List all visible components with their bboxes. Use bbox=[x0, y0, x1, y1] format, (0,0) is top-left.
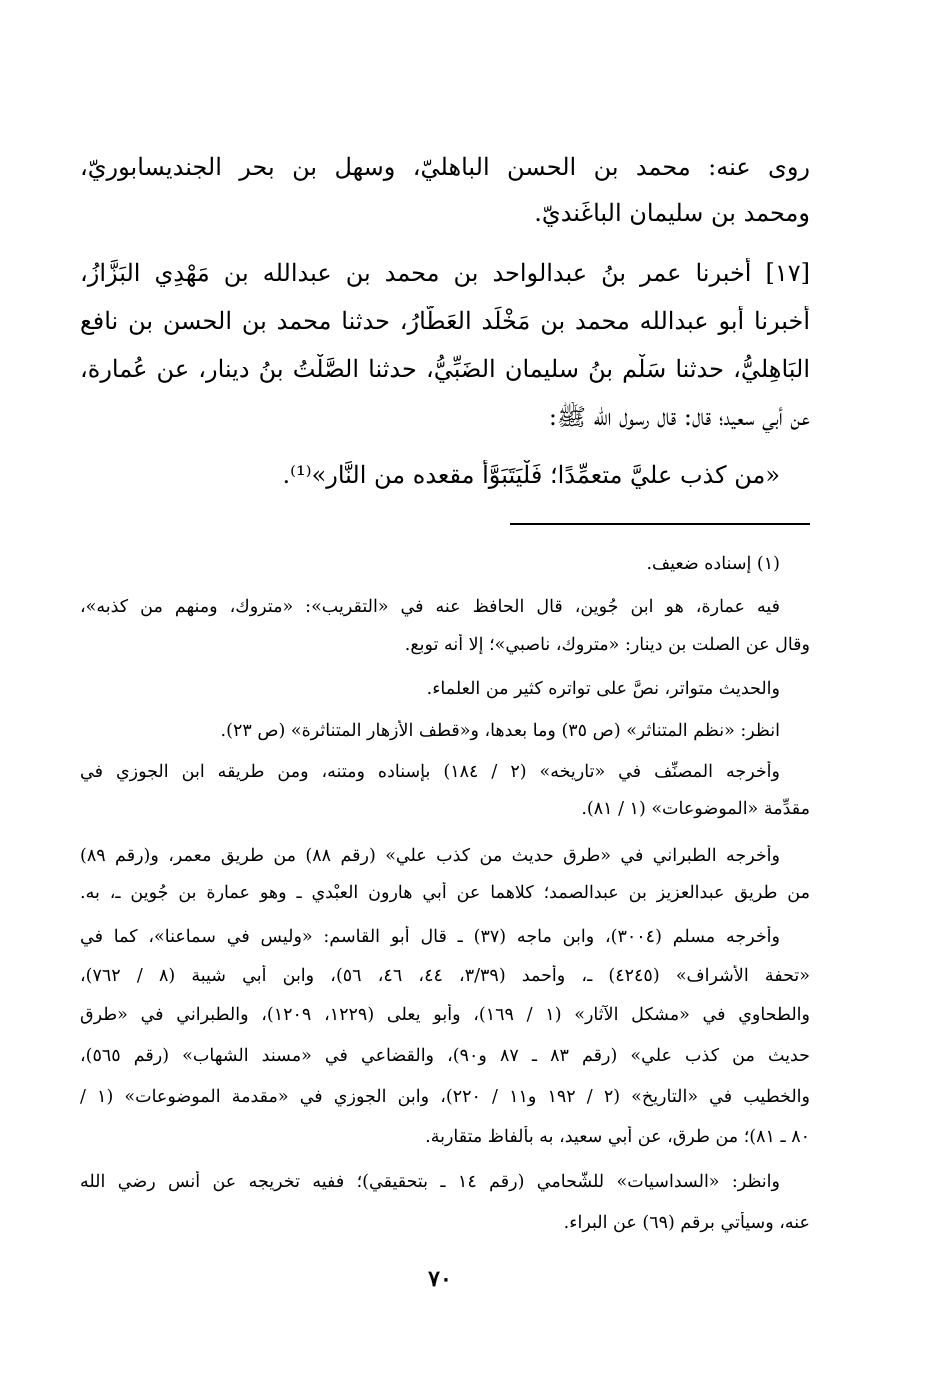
footnote-line: حديث من كذب علي» (رقم ٨٣ ـ ٨٧ و٩٠)، والقضاعي في «مسند الشهاب» (رقم ٥٦٥)، bbox=[80, 1046, 810, 1066]
hadith-matn: «من كذب عليَّ متعمِّدًا؛ فَلْيَتَبَوَّأْ مقعده من النَّار»⁽¹⁾. bbox=[282, 461, 780, 489]
footnote-line: والخطيب في «التاريخ» (٢ / ١٩٢ و١١ / ٢٢٠)، وابن الجوزي في «مقدمة الموضوعات» (١ / bbox=[80, 1087, 810, 1107]
main-text-line: روى عنه: محمد بن الحسن الباهليّ، وسهل بن بحر الجنديسابوريّ، bbox=[80, 153, 810, 181]
footnote-line: انظر: «نظم المتناثر» (ص ٣٥) وما بعدها، و«قطف الأزهار المتناثرة» (ص ٢٣). bbox=[220, 721, 780, 741]
footnote-line: «تحفة الأشراف» (٤٢٤٥) ـ، وأحمد (٣/٣٩، ٤٤، ٤٦، ٥٦)، وابن أبي شيبة (٨ / ٧٦٢)، bbox=[80, 966, 810, 986]
footnote-line: عنه، وسيأتي برقم (٦٩) عن البراء. bbox=[563, 1213, 810, 1233]
hadith-isnad-line: عن أبي سعيد؛ قال: قال رسول الله ﷺ: bbox=[548, 403, 810, 431]
footnote-line: (١) إسناده ضعيف. bbox=[646, 554, 780, 574]
footnote-line: وقال عن الصلت بن دينار: «متروك، ناصبي»؛ إلا أنه توبع. bbox=[404, 635, 810, 655]
footnote-line: والطحاوي في «مشكل الآثار» (١ / ١٦٩)، وأبو يعلى (١٢٢٩، ١٢٠٩)، والطبراني في «طرق bbox=[80, 1005, 810, 1025]
footnote-divider bbox=[510, 523, 810, 525]
footnote-line: وانظر: «السداسيات» للشَّحامي (رقم ١٤ ـ بتحقيقي)؛ ففيه تخريجه عن أنس رضي الله bbox=[80, 1172, 780, 1192]
hadith-isnad-line: [١٧] أخبرنا عمر بنُ عبدالواحد بن محمد بن عبدالله بن مَهْدِي البَزَّازُ، bbox=[80, 259, 810, 287]
footnote-line: مقدِّمة «الموضوعات» (١ / ٨١). bbox=[581, 799, 810, 819]
footnote-line: وأخرجه الطبراني في «طرق حديث من كذب علي» (رقم ٨٨) من طريق معمر، و(رقم ٨٩) bbox=[80, 846, 780, 866]
page-number: ٧٠ bbox=[428, 1266, 452, 1292]
hadith-isnad-line: البَاهِليُّ، حدثنا سَلْم بنُ سليمان الضَبِّيُّ، حدثنا الصَّلْتُ بنُ دينار، عن عُمارة، bbox=[80, 355, 810, 383]
footnote-line: ٨٠ ـ ٨١)؛ من طرق، عن أبي سعيد، به بألفاظ متقاربة. bbox=[425, 1127, 810, 1147]
main-text-line: ومحمد بن سليمان الباغَنديّ. bbox=[534, 199, 810, 227]
footnote-line: وأخرجه مسلم (٣٠٠٤)، وابن ماجه (٣٧) ـ قال أبو القاسم: «وليس في سماعنا»، كما في bbox=[80, 927, 780, 947]
footnote-line: من طريق عبدالعزيز بن عبدالصمد؛ كلاهما عن أبي هارون العبْدي ـ وهو عمارة بن جُوين ـ، به. bbox=[80, 883, 810, 903]
footnote-line: فيه عمارة، هو ابن جُوين، قال الحافظ عنه في «التقريب»: «متروك، ومنهم من كذبه»، bbox=[80, 597, 780, 617]
footnote-line: وأخرجه المصنِّف في «تاريخه» (٢ / ١٨٤) بإسناده ومتنه، ومن طريقه ابن الجوزي في bbox=[80, 762, 780, 782]
hadith-isnad-line: أخبرنا أبو عبدالله محمد بن مَخْلَد العَطَّارُ، حدثنا محمد بن الحسن بن نافع bbox=[80, 307, 810, 335]
footnote-line: والحديث متواتر، نصَّ على تواتره كثير من العلماء. bbox=[426, 679, 780, 699]
